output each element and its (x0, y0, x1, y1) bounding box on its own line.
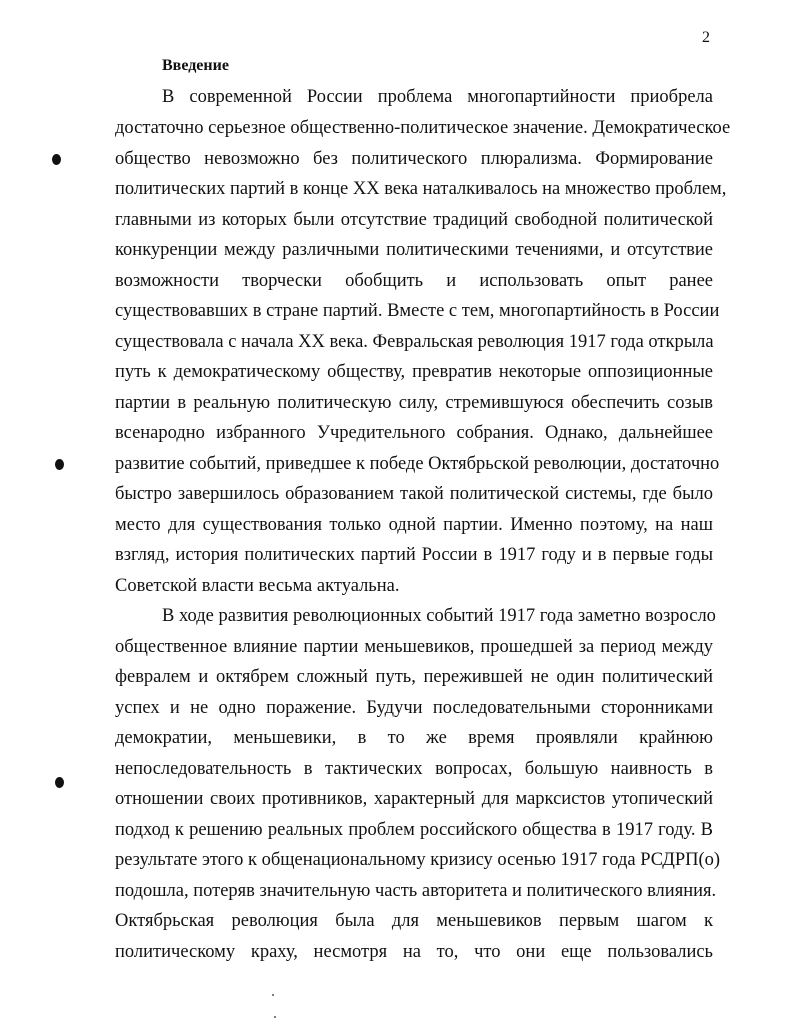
text-line: место для существования только одной партии. Именно поэтому, на наш (115, 515, 713, 535)
text-line: общественное влияние партии меньшевиков, прошедшей за период между (115, 637, 713, 657)
text-line: отношении своих противников, характерный для марксистов утопический (115, 789, 713, 809)
text-line: демократии, меньшевики, в то же время проявляли крайнюю (115, 728, 713, 748)
text-line: политическому краху, несмотря на то, что они еще пользовались (115, 942, 713, 962)
text-line: Октябрьская революция была для меньшевиков первым шагом к (115, 911, 713, 931)
scan-speck (270, 992, 290, 1026)
text-line: февралем и октябрем сложный путь, пережившей не один политический (115, 667, 713, 687)
text-line: взгляд, история политических партий России в 1917 году и в первые годы (115, 545, 713, 565)
text-line: всенародно избранного Учредительного собрания. Однако, дальнейшее (115, 423, 713, 443)
section-heading: Введение (162, 57, 229, 74)
text-line: возможности творчески обобщить и использовать опыт ранее (115, 271, 713, 291)
text-line: успех и не одно поражение. Будучи последовательными сторонниками (115, 698, 713, 718)
text-line: быстро завершилось образованием такой политической системы, где было (115, 484, 713, 504)
text-line: достаточно серьезное общественно-политическое значение. Демократическое (115, 118, 731, 138)
punch-hole-mark (55, 459, 64, 470)
text-line: результате этого к общенациональному кризису осенью 1917 года РСДРП(о) (115, 850, 721, 870)
text-line: существовала с начала XX века. Февральская революция 1917 года открыла (115, 332, 714, 352)
text-line: В ходе развития революционных событий 1917 года заметно возросло (162, 606, 716, 626)
text-line: политических партий в конце XX века наталкивалось на множество проблем, (115, 179, 727, 199)
text-line: существовавших в стране партий. Вместе с тем, многопартийность в России (115, 301, 720, 321)
text-line: путь к демократическому обществу, превратив некоторые оппозиционные (115, 362, 713, 382)
scan-speck-icon (270, 992, 290, 1022)
text-line: подход к решению реальных проблем российского общества в 1917 году. В (115, 820, 713, 840)
text-line: подошла, потеряв значительную часть авторитета и политического влияния. (115, 881, 717, 901)
text-line: Советской власти весьма актуальна. (115, 576, 400, 596)
text-line: конкуренции между различными политическими течениями, и отсутствие (115, 240, 713, 260)
text-line: партии в реальную политическую силу, стремившуюся обеспечить созыв (115, 393, 713, 413)
text-line: непоследовательность в тактических вопросах, большую наивность в (115, 759, 713, 779)
punch-hole-mark (52, 154, 61, 165)
page-number: 2 (702, 29, 710, 46)
text-line: развитие событий, приведшее к победе Октябрьской революции, достаточно (115, 454, 720, 474)
text-line: общество невозможно без политического плюрализма. Формирование (115, 149, 713, 169)
punch-hole-mark (55, 777, 64, 788)
text-line: главными из которых были отсутствие традиций свободной политической (115, 210, 713, 230)
text-line: В современной России проблема многопартийности приобрела (162, 87, 713, 107)
